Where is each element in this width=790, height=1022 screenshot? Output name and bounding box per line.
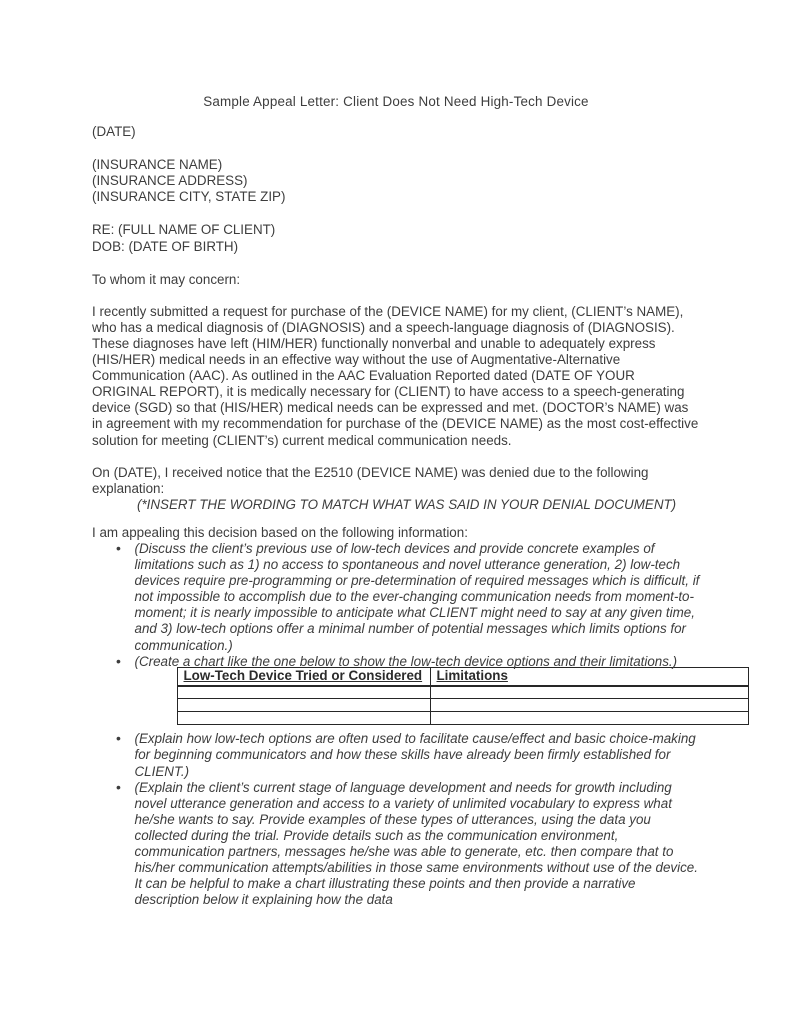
denial-insert-note: (*INSERT THE WORDING TO MATCH WHAT WAS SAID IN YOUR DENIAL DOCUMENT) [137,496,677,512]
date-placeholder: (DATE) [92,124,136,140]
insurance-address-line: (INSURANCE ADDRESS) [92,173,248,189]
appeal-intro: I am appealing this decision based on the following information: [92,524,468,540]
bullet-item-create-chart [92,654,700,726]
salutation: To whom it may concern: [92,271,241,287]
bullet-text: (Discuss the client’s previous use of low-tech devices and provide concrete examples of limitations such as 1) no access to spontaneous and novel utterance generation, 2) low-tech devices require pre-programming or pre-determination of required messages which is difficult, if not impossible to accomplish due to the ever-changing communication needs from moment-to-moment; it is nearly impossible to anticipate what CLIENT might need to say at any given time, and 3) low-tech options offer a minimal number of potential messages which limits options for communication.) [134,540,700,653]
reference-block [92,222,700,254]
denial-paragraph: On (DATE), I received notice that the E2510 (DEVICE NAME) was denied due to the following explanation: [92,464,649,496]
table-cell-device [177,686,430,699]
intro-paragraph: I recently submitted a request for purchase of the (DEVICE NAME) for my client, (CLIENT’s NAME), who has a medical diagnosis of (DIAGNOSIS) and a speech-language diagnosis of (DIAGNOSIS). These diagnoses have left (HIM/HER) functionally nonverbal and unable to adequately express (HIS/HER) medical needs in an effective way without the use of Augmentative-Alternative Communication (AAC). As outlined in the AAC Evaluation Reported dated (DATE OF YOUR ORIGINAL REPORT), it is medically necessary for (CLIENT) to have access to a speech-generating device (SGD) so that (HIS/HER) medical needs can be expressed and met. (DOCTOR’s NAME) was in agreement with my recommendation for purchase of the (DEVICE NAME) as the most cost-effective solution for meeting (CLIENT’s) current medical communication needs. [92,303,699,448]
table-cell-device [177,712,430,725]
insurance-city-line: (INSURANCE CITY, STATE ZIP) [92,189,286,205]
table-empty-row [177,686,748,699]
insurance-address-block [92,157,700,205]
bullet-item-explain-low-tech-use [92,731,700,779]
table-header-device: Low-Tech Device Tried or Considered [177,667,430,686]
low-tech-device-table [177,667,749,726]
insurance-name-line: (INSURANCE NAME) [92,157,223,173]
dob-line: DOB: (DATE OF BIRTH) [92,238,239,254]
bullet-item-low-tech-limitations [92,541,700,654]
table-header-limitations: Limitations [430,667,748,686]
table-cell-device [177,699,430,712]
re-line: RE: (FULL NAME OF CLIENT) [92,222,276,238]
table-empty-row [177,699,748,712]
table-cell-limitations [430,686,748,699]
table-empty-row [177,712,748,725]
page-title: Sample Appeal Letter: Client Does Not Need High-Tech Device [203,94,589,109]
table-cell-limitations [430,712,748,725]
bullet-item-explain-language-stage [92,780,700,909]
appeal-bullet-list [92,541,700,908]
bullet-text: (Explain how low-tech options are often used to facilitate cause/effect and basic choice-making for beginning communicators and how these skills have already been firmly established for CLIENT.) [134,731,696,779]
table-cell-limitations [430,699,748,712]
bullet-text: (Create a chart like the one below to show the low-tech device options and their limitations.) [134,653,678,669]
table-header-row [177,667,748,686]
bullet-text: (Explain the client’s current stage of language development and needs for growth including novel utterance generation and access to a variety of unlimited vocabulary to express what he/she wants to say. Provide examples of these types of utterances, using the data you collected during the trial. Provide details such as the communication environment, communication partners, messages he/she was able to generate, etc. then compare that to his/her communication attempts/abilities in those same environments without use of the device. It can be helpful to make a chart illustrating these points and then provide a narrative description below it explaining how the data [134,779,698,908]
